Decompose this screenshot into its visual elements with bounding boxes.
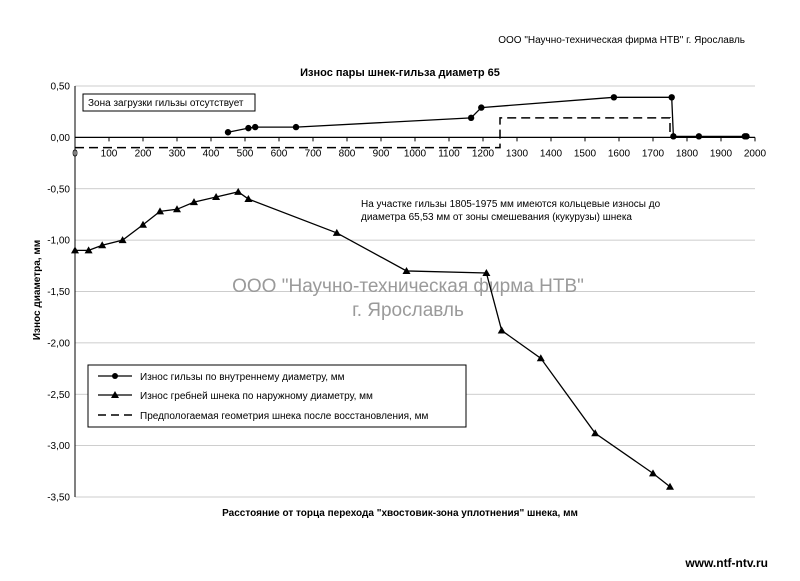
x-tick-label: 800 [338, 148, 356, 160]
y-tick-label: -2,50 [47, 389, 70, 401]
y-axis-label: Износ диаметра, мм [32, 239, 43, 341]
x-tick-label: 1400 [539, 148, 563, 160]
watermark-line2: г. Ярославль [352, 300, 464, 321]
series-2 [71, 188, 674, 490]
x-tick-label: 1900 [709, 148, 733, 160]
data-point-circle [293, 124, 299, 130]
x-tick-label: 700 [304, 148, 322, 160]
legend-label-2: Износ гребней шнека по наружному диаметру, мм [140, 391, 373, 402]
data-point-triangle [244, 195, 252, 202]
y-tick-label: -3,50 [47, 492, 70, 504]
annotation-text-2b: диаметра 65,53 мм от зоны смешевания (кукурузы) шнека [361, 212, 632, 223]
x-tick-label: 400 [202, 148, 220, 160]
y-tick-label: -2,00 [47, 338, 70, 350]
data-point-triangle [649, 469, 657, 476]
data-point-triangle [498, 327, 506, 334]
data-point-circle [669, 94, 675, 100]
series-line-2 [75, 192, 670, 487]
x-tick-label: 600 [270, 148, 288, 160]
x-tick-label: 1600 [607, 148, 631, 160]
x-tick-label: 1800 [675, 148, 699, 160]
x-tick-label: 100 [100, 148, 118, 160]
series-3 [75, 118, 670, 148]
x-tick-label: 2000 [743, 148, 767, 160]
x-tick-label: 1500 [573, 148, 597, 160]
data-point-circle [743, 133, 749, 139]
y-tick-label: -3,00 [47, 441, 70, 453]
y-tick-label: -1,00 [47, 235, 70, 247]
y-tick-label: -1,50 [47, 287, 70, 298]
website-footer: www.ntf-ntv.ru [685, 556, 768, 570]
x-tick-label: 1100 [438, 148, 460, 160]
x-tick-label: 500 [236, 148, 254, 160]
y-tick-label: -0,50 [47, 184, 70, 196]
data-point-circle [696, 133, 702, 139]
x-tick-label: 1300 [505, 148, 529, 160]
x-tick-label: 200 [134, 148, 152, 160]
y-tick-label: 0,50 [50, 81, 70, 93]
data-point-circle [468, 115, 474, 121]
x-tick-label: 1700 [641, 148, 665, 160]
series-line-1 [228, 97, 747, 136]
company-header: ООО "Научно-техническая фирма НТВ" г. Ярославль [498, 35, 745, 46]
annotation-text-1: Зона загрузки гильзы отсутствует [88, 98, 244, 109]
x-tick-label: 1000 [403, 148, 427, 160]
x-tick-label: 300 [168, 148, 186, 160]
data-point-triangle [537, 354, 545, 361]
x-tick-label: 900 [372, 148, 390, 160]
x-axis-label: Расстояние от торца перехода "хвостовик-зона уплотнения" шнека, мм [222, 508, 578, 519]
legend-item-3 [98, 411, 428, 422]
x-tick-label: 0 [72, 148, 78, 160]
data-point-triangle [119, 236, 127, 243]
legend-item-2 [98, 390, 373, 402]
chart-title: Износ пары шнек-гильза диаметр 65 [300, 67, 500, 79]
series-1 [225, 94, 750, 139]
legend-label-3: Предпологаемая геометрия шнека после восстановления, мм [140, 411, 429, 422]
data-point-circle [611, 94, 617, 100]
data-point-circle [245, 125, 251, 131]
legend-label-1: Износ гильзы по внутреннему диаметру, мм [140, 372, 345, 383]
series-line-3 [75, 118, 670, 148]
y-tick-label: 0,00 [50, 132, 70, 144]
x-tick-label: 1200 [471, 148, 495, 160]
annotation-text-2a: На участке гильзы 1805-1975 мм имеются кольцевые износы до [361, 199, 661, 210]
data-point-circle [225, 129, 231, 135]
watermark-line1: ООО "Научно-техническая фирма НТВ" [232, 276, 584, 297]
data-point-circle [478, 104, 484, 110]
data-point-circle [670, 133, 676, 139]
data-point-circle [252, 124, 258, 130]
